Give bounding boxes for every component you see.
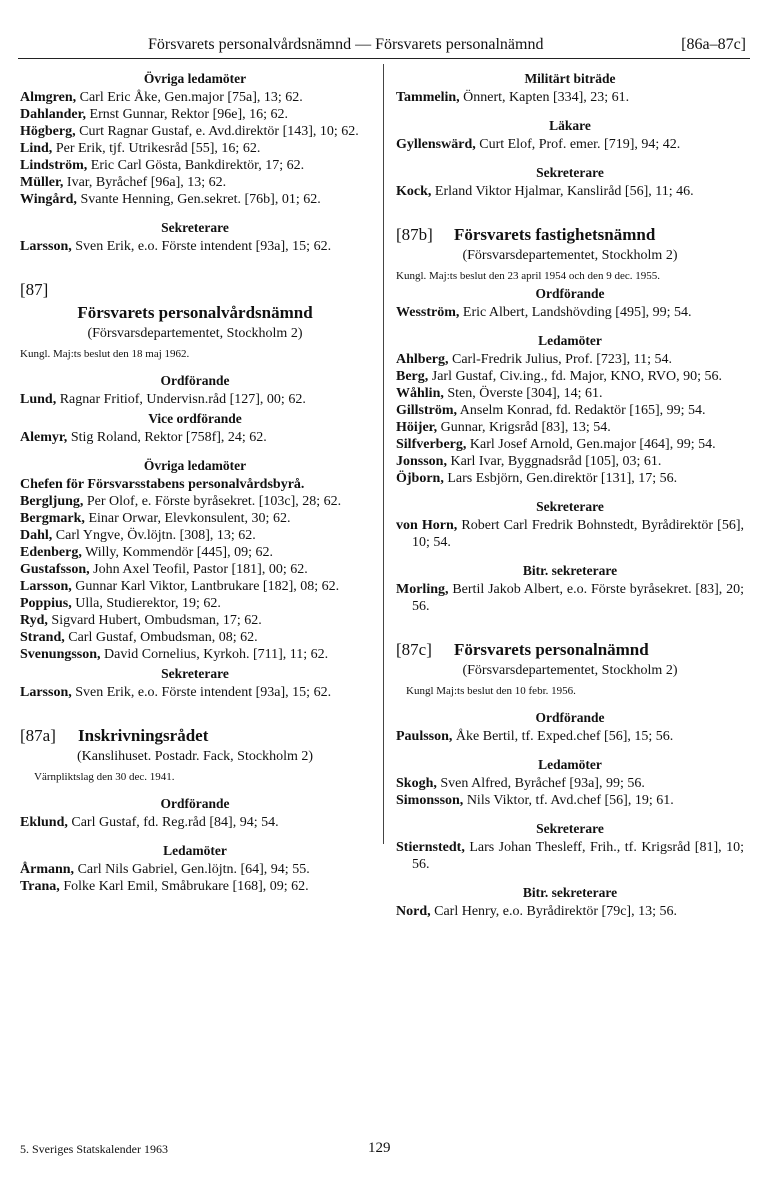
section-subtitle: (Kanslihuset. Postadr. Fack, Stockholm 2): [76, 749, 314, 764]
member-list: [20, 814, 370, 831]
member-surname: Wåhlin,: [396, 386, 444, 401]
member-surname: Berg,: [396, 369, 429, 384]
section-title: Försvarets personalnämnd: [454, 640, 649, 659]
member-surname: Chefen för Försvarsstabens personalvårdsbyrå.: [20, 477, 305, 492]
member-details: Sven Erik, e.o. Förste intendent [93a], 15; 62.: [71, 239, 332, 254]
member-details: John Axel Teofil, Pastor [181], 00; 62.: [89, 562, 308, 577]
member-details: Carl Yngve, Öv.löjtn. [308], 13; 62.: [52, 528, 256, 543]
member-surname: Almgren,: [20, 90, 77, 105]
section-87b-header: [396, 226, 744, 243]
member-list: [396, 304, 744, 321]
member-surname: Årmann,: [20, 862, 75, 877]
member-surname: Jonsson,: [396, 454, 447, 469]
member-details: Bertil Jakob Albert, e.o. Förste byråsekret. [83], 20; 56.: [412, 582, 744, 614]
member-surname: Larsson,: [20, 579, 72, 594]
member-entry: [396, 839, 744, 873]
member-list: [396, 839, 744, 873]
section-heading: Ordförande: [535, 710, 605, 725]
member-surname: Wingård,: [20, 192, 77, 207]
member-details: Sven Erik, e.o. Förste intendent [93a], 15; 62.: [71, 685, 332, 700]
member-entry: [20, 814, 370, 831]
member-entry: [20, 157, 370, 174]
section-number: [87b]: [396, 225, 433, 244]
member-details: Sten, Överste [304], 14; 61.: [443, 386, 603, 401]
member-surname: Höijer,: [396, 420, 438, 435]
member-entry: [20, 106, 370, 123]
section-heading: Sekreterare: [536, 821, 604, 836]
section-heading: Militärt biträde: [524, 71, 616, 86]
running-header-range: [86a–87c]: [681, 36, 746, 53]
section-heading: Läkare: [549, 118, 591, 133]
section-heading: Övriga ledamöter: [143, 71, 247, 86]
section-number: [87a]: [20, 726, 56, 745]
member-surname: Strand,: [20, 630, 65, 645]
member-details: Carl Nils Gabriel, Gen.löjtn. [64], 94; 55.: [74, 862, 310, 877]
member-details: Curt Elof, Prof. emer. [719], 94; 42.: [475, 137, 681, 152]
member-entry: [20, 391, 370, 408]
member-surname: Bergljung,: [20, 494, 84, 509]
member-list: [396, 728, 744, 745]
section-heading: Bitr. sekreterare: [522, 563, 618, 578]
running-header-title: Försvarets personalvårdsnämnd — Försvarets personalnämnd: [148, 36, 544, 53]
member-list: [20, 861, 370, 895]
member-entry: [20, 191, 370, 208]
member-list: [396, 517, 744, 551]
member-entry: [396, 436, 744, 453]
member-details: Sven Alfred, Byråchef [93a], 99; 56.: [436, 776, 645, 791]
member-entry: [20, 174, 370, 191]
member-entry: [20, 646, 370, 663]
member-details: Jarl Gustaf, Civ.ing., fd. Major, KNO, RVO, 90; 56.: [428, 369, 722, 384]
member-list: [396, 903, 744, 920]
member-entry: [20, 544, 370, 561]
member-list: [396, 183, 744, 200]
member-surname: Silfverberg,: [396, 437, 467, 452]
member-list: [396, 775, 744, 809]
member-entry: [396, 351, 744, 368]
member-surname: Kock,: [396, 184, 432, 199]
member-surname: Wesström,: [396, 305, 460, 320]
member-surname: Trana,: [20, 879, 60, 894]
member-entry: [20, 140, 370, 157]
member-list: [396, 136, 744, 153]
section-heading: Sekreterare: [536, 499, 604, 514]
member-entry: [396, 89, 744, 106]
member-details: Carl-Fredrik Julius, Prof. [723], 11; 54.: [448, 352, 672, 367]
member-details: Ulla, Studierektor, 19; 62.: [71, 596, 221, 611]
decree-note: Kungl. Maj:ts beslut den 23 april 1954 och den 9 dec. 1955.: [396, 270, 660, 282]
member-list: [20, 476, 370, 663]
member-list: [20, 429, 370, 446]
section-subtitle: (Försvarsdepartementet, Stockholm 2): [87, 326, 303, 341]
member-entry: [20, 861, 370, 878]
member-details: Erland Viktor Hjalmar, Kanslіråd [56], 11; 46.: [431, 184, 694, 199]
section-title: Försvarets personalvårdsnämnd: [77, 303, 313, 322]
decree-note: Kungl. Maj:ts beslut den 18 maj 1962.: [20, 348, 190, 360]
member-details: Ivar, Byråchef [96a], 13; 62.: [63, 175, 227, 190]
member-surname: Simonsson,: [396, 793, 464, 808]
member-entry: [396, 453, 744, 470]
member-details: Per Erik, tjf. Utrikesråd [55], 16; 62.: [52, 141, 261, 156]
member-entry: [396, 385, 744, 402]
decree-note: Kungl Maj:ts beslut den 10 febr. 1956.: [406, 685, 576, 697]
member-entry: [396, 304, 744, 321]
member-details: Sigvard Hubert, Ombudsman, 17; 62.: [47, 613, 262, 628]
section-heading: Ordförande: [160, 373, 230, 388]
member-details: Per Olof, e. Förste byråsekret. [103c], 28; 62.: [83, 494, 342, 509]
member-details: Anselm Konrad, fd. Redaktör [165], 99; 54.: [457, 403, 706, 418]
section-heading: Sekreterare: [536, 165, 604, 180]
member-list: [20, 238, 370, 255]
member-surname: Edenberg,: [20, 545, 82, 560]
column-divider: [383, 64, 384, 844]
member-details: Einar Orwar, Elevkonsulent, 30; 62.: [84, 511, 291, 526]
member-list: [20, 684, 370, 701]
section-heading: Ordförande: [535, 286, 605, 301]
member-surname: Paulsson,: [396, 729, 453, 744]
member-surname: von Horn,: [396, 518, 458, 533]
section-number: [87c]: [396, 640, 432, 659]
member-details: Eric Carl Gösta, Bankdirektör, 17; 62.: [87, 158, 305, 173]
member-surname: Ahlberg,: [396, 352, 449, 367]
member-surname: Larsson,: [20, 685, 72, 700]
member-entry: [396, 517, 744, 551]
section-title: Försvarets fastighetsnämnd: [454, 225, 656, 244]
member-surname: Eklund,: [20, 815, 68, 830]
member-entry: [396, 402, 744, 419]
member-details: Robert Carl Fredrik Bohnstedt, Byrådirektör [56], 10; 54.: [412, 518, 744, 550]
member-entry: [20, 629, 370, 646]
member-details: Curt Ragnar Gustaf, e. Avd.direktör [143], 10; 62.: [75, 124, 359, 139]
member-entry: [20, 123, 370, 140]
member-surname: Gillström,: [396, 403, 458, 418]
section-number: [87]: [20, 280, 49, 299]
member-surname: Tammelin,: [396, 90, 460, 105]
member-surname: Poppius,: [20, 596, 72, 611]
member-entry: [20, 527, 370, 544]
member-entry: [20, 429, 370, 446]
member-details: Carl Eric Åke, Gen.major [75a], 13; 62.: [76, 90, 303, 105]
member-details: Carl Henry, e.o. Byrådirektör [79c], 13; 56.: [430, 904, 677, 919]
footer-note: 5. Sveriges Statskalender 1963: [20, 1142, 168, 1156]
member-entry: [396, 183, 744, 200]
section-heading: Bitr. sekreterare: [522, 885, 618, 900]
section-heading: Ledamöter: [538, 333, 602, 348]
member-details: Gunnar Karl Viktor, Lantbrukare [182], 08; 62.: [71, 579, 340, 594]
member-entry: [20, 561, 370, 578]
member-surname: Högberg,: [20, 124, 76, 139]
member-entry: [20, 878, 370, 895]
member-surname: Svenungsson,: [20, 647, 101, 662]
member-entry: [20, 493, 370, 510]
member-details: Karl Josef Arnold, Gen.major [464], 99; 54.: [466, 437, 716, 452]
member-surname: Gustafsson,: [20, 562, 90, 577]
member-details: Åke Bertil, tf. Exped.chef [56], 15; 56.: [452, 729, 674, 744]
member-surname: Morling,: [396, 582, 449, 597]
member-details: Önnert, Kapten [334], 23; 61.: [459, 90, 630, 105]
member-entry: [20, 476, 370, 493]
member-surname: Stiernstedt,: [396, 840, 465, 855]
member-details: Lars Esbjörn, Gen.direktör [131], 17; 56.: [443, 471, 678, 486]
member-entry: [396, 903, 744, 920]
section-heading: Vice ordförande: [148, 411, 242, 426]
member-entry: [20, 510, 370, 527]
running-header: [18, 34, 750, 59]
section-heading: Sekreterare: [161, 666, 229, 681]
member-surname: Bergmark,: [20, 511, 85, 526]
member-surname: Dahl,: [20, 528, 53, 543]
member-entry: [396, 775, 744, 792]
member-entry: [20, 578, 370, 595]
section-heading: Övriga ledamöter: [143, 458, 247, 473]
member-details: David Cornelius, Kyrkoh. [711], 11; 62.: [100, 647, 329, 662]
member-details: Willy, Kommendör [445], 09; 62.: [81, 545, 273, 560]
member-details: Folke Karl Emil, Småbrukare [168], 09; 62.: [59, 879, 309, 894]
member-details: Karl Ivar, Byggnadsråd [105], 03; 61.: [446, 454, 662, 469]
member-details: Eric Albert, Landshövding [495], 99; 54.: [459, 305, 692, 320]
member-entry: [20, 612, 370, 629]
member-entry: [396, 470, 744, 487]
member-entry: [396, 792, 744, 809]
member-entry: [20, 684, 370, 701]
member-details: Lars Johan Thesleff, Frih., tf. Krigsråd [81], 10; 56.: [412, 840, 744, 872]
member-surname: Lund,: [20, 392, 57, 407]
member-details: Nils Viktor, tf. Avd.chef [56], 19; 61.: [463, 793, 674, 808]
section-heading: Ledamöter: [538, 757, 602, 772]
member-details: Ragnar Fritiof, Undervisn.råd [127], 00; 62.: [56, 392, 306, 407]
member-surname: Gyllenswärd,: [396, 137, 476, 152]
member-entry: [396, 136, 744, 153]
member-surname: Öjborn,: [396, 471, 444, 486]
left-column: [20, 70, 370, 895]
section-heading: Ordförande: [160, 796, 230, 811]
member-entry: [20, 89, 370, 106]
section-heading: Ledamöter: [163, 843, 227, 858]
section-87c-header: [396, 641, 744, 658]
member-details: Svante Henning, Gen.sekret. [76b], 01; 62.: [76, 192, 321, 207]
member-list: [396, 351, 744, 487]
member-surname: Larsson,: [20, 239, 72, 254]
member-entry: [396, 728, 744, 745]
member-list: [396, 89, 744, 106]
decree-note: Värnpliktslag den 30 dec. 1941.: [34, 771, 175, 783]
member-surname: Skogh,: [396, 776, 437, 791]
member-entry: [20, 595, 370, 612]
page-number: 129: [368, 1140, 391, 1156]
member-surname: Nord,: [396, 904, 431, 919]
right-column: [396, 70, 744, 920]
section-87-header: [20, 281, 370, 298]
member-entry: [20, 238, 370, 255]
member-details: Gunnar, Krigsråd [83], 13; 54.: [437, 420, 611, 435]
member-surname: Lindström,: [20, 158, 88, 173]
member-surname: Lind,: [20, 141, 53, 156]
section-87a-header: [20, 727, 370, 744]
member-surname: Ryd,: [20, 613, 48, 628]
member-entry: [396, 368, 744, 385]
member-list: [396, 581, 744, 615]
member-entry: [396, 419, 744, 436]
member-details: Stig Roland, Rektor [758f], 24; 62.: [67, 430, 267, 445]
member-surname: Müller,: [20, 175, 64, 190]
member-list: [20, 391, 370, 408]
member-list: [20, 89, 370, 208]
section-title: Inskrivningsrådet: [78, 726, 209, 745]
member-details: Carl Gustaf, fd. Reg.råd [84], 94; 54.: [67, 815, 279, 830]
member-surname: Dahlander,: [20, 107, 87, 122]
member-surname: Alemyr,: [20, 430, 68, 445]
section-subtitle: (Försvarsdepartementet, Stockholm 2): [462, 248, 678, 263]
section-subtitle: (Försvarsdepartementet, Stockholm 2): [462, 663, 678, 678]
member-details: Ernst Gunnar, Rektor [96e], 16; 62.: [86, 107, 289, 122]
section-heading: Sekreterare: [161, 220, 229, 235]
member-entry: [396, 581, 744, 615]
member-details: Carl Gustaf, Ombudsman, 08; 62.: [64, 630, 258, 645]
